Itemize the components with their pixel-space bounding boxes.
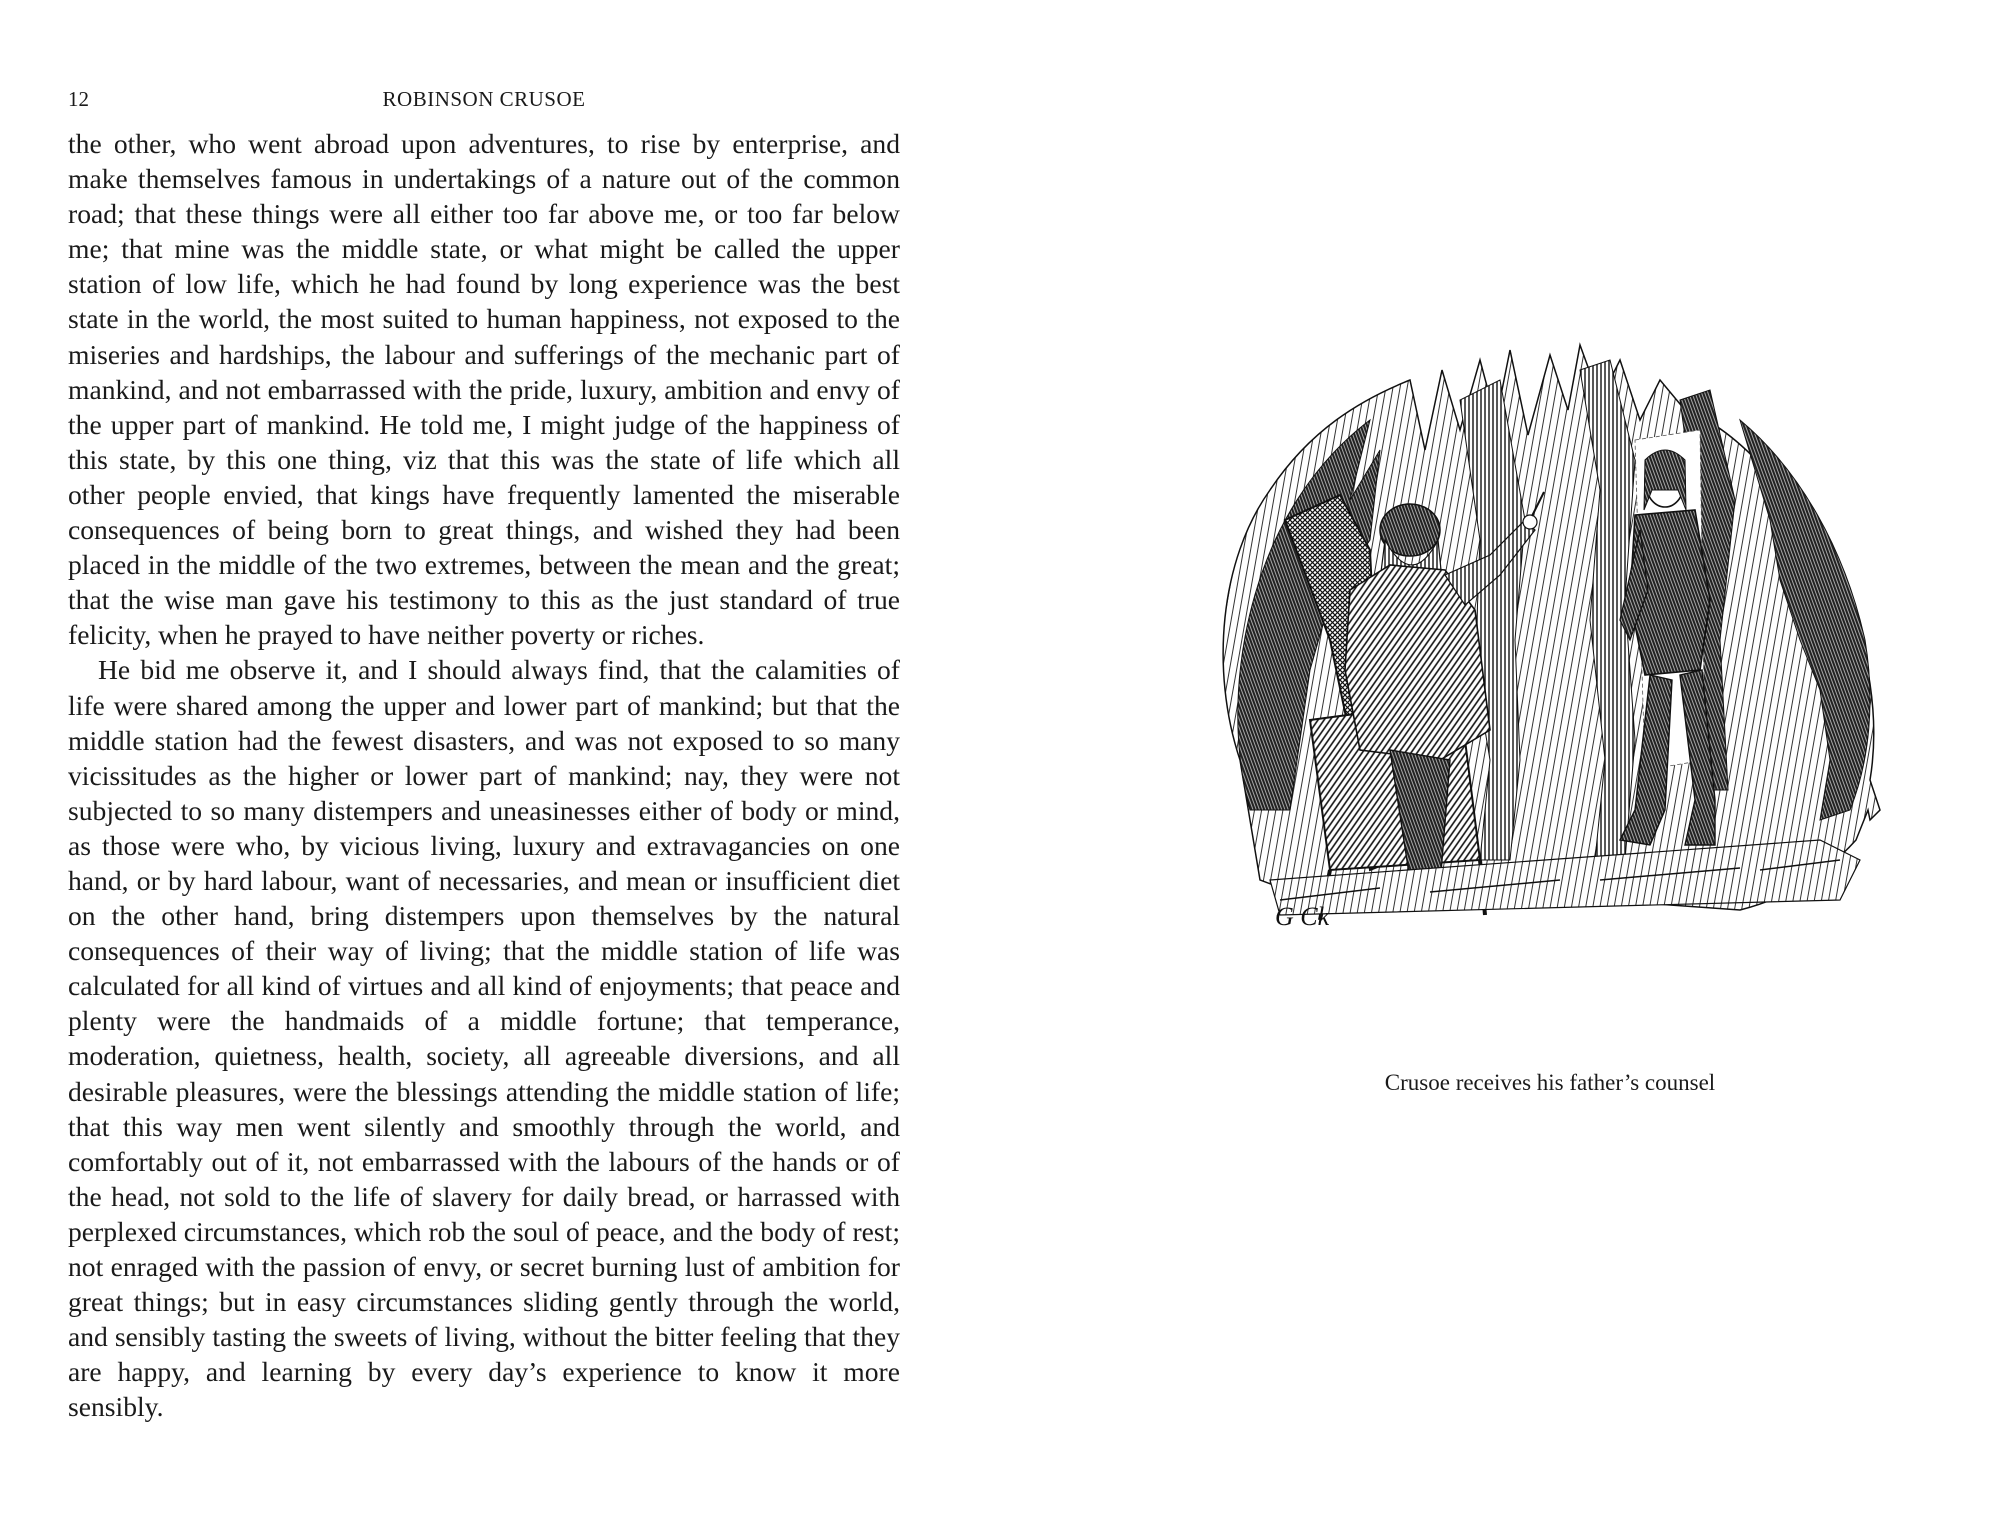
running-head <box>68 84 900 114</box>
running-title: ROBINSON CRUSOE <box>382 87 586 111</box>
engraver-signature: G Ck <box>1275 902 1330 931</box>
engraving-illustration <box>1180 340 1920 1000</box>
right-page <box>1000 0 2000 1520</box>
paragraph: He bid me observe it, and I should always find, that the calamities of life were shared among the upper and lower part of mankind; but that the middle station had the fewest disasters, and was not exposed to so many vicissitudes as the higher or lower part of mankind; nay, they were not subjected to so many distempers and uneasinesses either of body or mind, as those were who, by vicious living, luxury and extravagancies on one hand, or by hard labour, want of necessaries, and mean or insufficient diet on the other hand, bring distempers upon themselves by the natural consequences of their way of living; that the middle station of life was calculated for all kind of virtues and all kind of enjoyments; that peace and plenty were the handmaids of a middle fortune; that temperance, moderation, quietness, health, society, all agreeable diversions, and all desirable pleasures, were the blessings attending the middle station of life; that this way men went silently and smoothly through the world, and comfortably out of it, not embarrassed with the labours of the hands or of the head, not sold to the life of slavery for daily bread, or harrassed with perplexed circumstances, which rob the soul of peace, and the body of rest; not enraged with the passion of envy, or secret burning lust of ambition for great things; but in easy circumstances sliding gently through the world, and sensibly tasting the sweets of living, without the bitter feeling that they are happy, and learning by every day’s experience to know it more sensibly. <box>68 654 900 1423</box>
body-text <box>68 126 900 1424</box>
paragraph: the other, who went abroad upon adventures, to rise by enterprise, and make themselves famous in undertakings of a nature out of the common road; that these things were all either too far above me, or too far below me; that mine was the middle state, or what might be called the upper station of low life, which he had found by long experience was the best state in the world, the most suited to human happiness, not exposed to the miseries and hardships, the labour and sufferings of the mechanic part of mankind, and not embarrassed with the pride, luxury, ambition and envy of the upper part of mankind. He told me, I might judge of the happiness of this state, by this one thing, viz that this was the state of life which all other people envied, that kings have frequently lamented the miserable consequences of being born to great things, and wished they had been placed in the middle of the two extremes, between the mean and the great; that the wise man gave his testimony to this as the just standard of true felicity, when he prayed to have neither poverty or riches. <box>68 128 900 651</box>
page-number: 12 <box>68 87 89 111</box>
illustration-caption: Crusoe receives his father’s counsel <box>1384 1070 1716 1095</box>
